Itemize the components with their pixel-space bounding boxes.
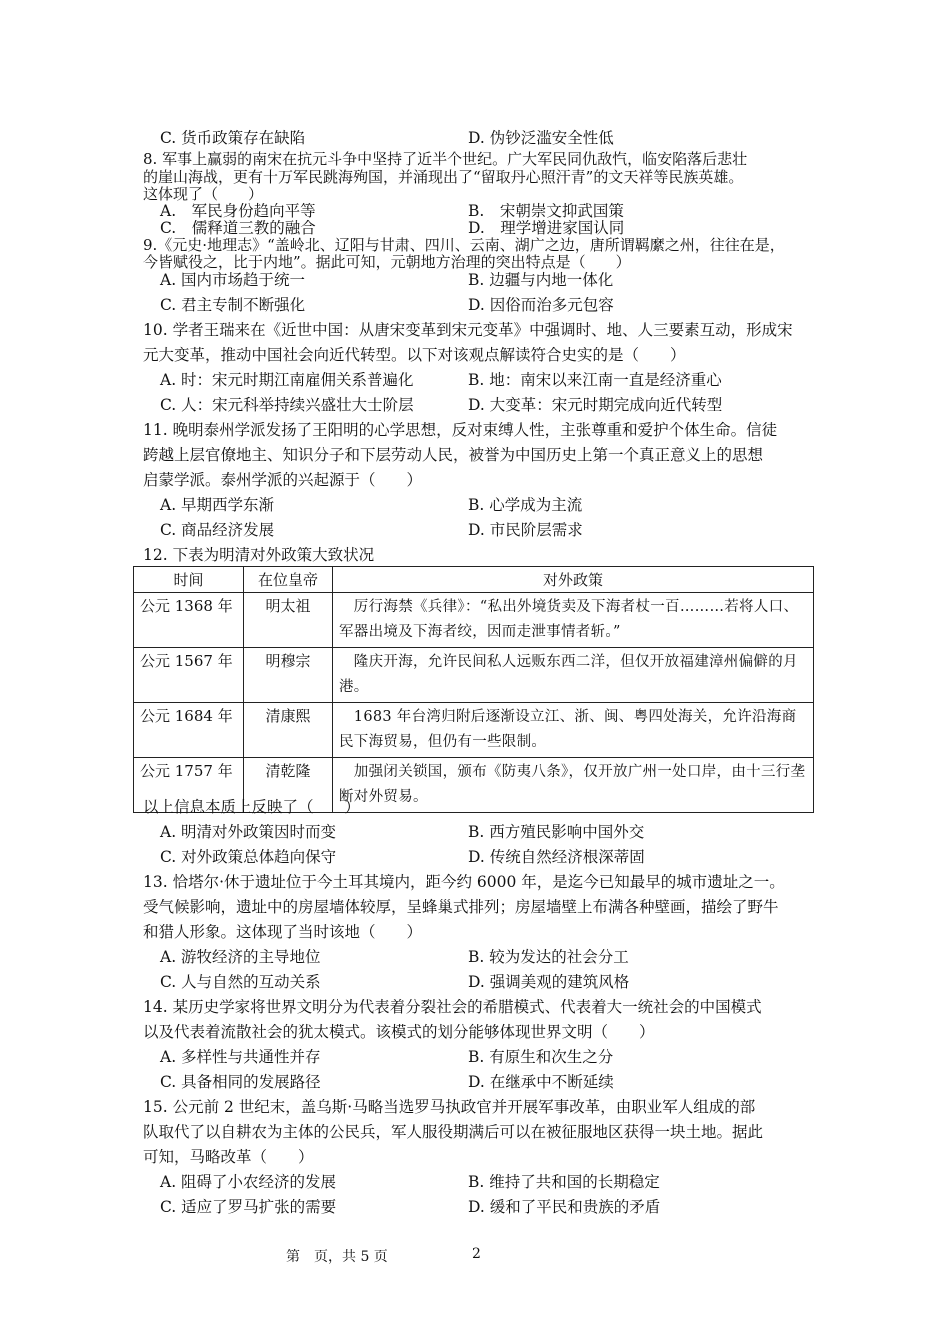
cell-policy: 隆庆开海，允许民间私人远贩东西二洋，但仅开放福建漳州偏僻的月港。 xyxy=(333,648,814,703)
cell-time: 公元 1757 年 xyxy=(134,758,244,813)
q13-stem-line2: 受气候影响，遗址中的房屋墙体较厚，呈蜂巢式排列；房屋墙壁上布满各种壁画，描绘了野牛 xyxy=(143,898,779,916)
q12-intro: 12. 下表为明清对外政策大致状况 xyxy=(143,546,375,564)
q11-stem-line1: 11. 晚明泰州学派发扬了王阳明的心学思想，反对束缚人性，主张尊重和爱护个体生命。信徒 xyxy=(143,421,778,439)
q10-stem-line2: 元大变革，推动中国社会向近代转型。以下对该观点解读符合史实的是（ ） xyxy=(143,346,686,364)
cell-time: 公元 1684 年 xyxy=(134,703,244,758)
header-emperor: 在位皇帝 xyxy=(244,567,333,593)
q9-option-c: C. 君主专制不断强化 xyxy=(160,296,306,314)
q15-option-a: A. 阻碍了小农经济的发展 xyxy=(160,1173,337,1191)
page-footer-info: 第 页，共 5 页 xyxy=(286,1249,388,1265)
q8-option-c: C. 儒释道三教的融合 xyxy=(160,219,316,237)
q11-option-d: D. 市民阶层需求 xyxy=(468,521,583,539)
q9-option-a: A. 国内市场趋于统一 xyxy=(160,271,306,289)
policy-table xyxy=(133,566,814,813)
cell-emperor: 明穆宗 xyxy=(244,648,333,703)
q15-option-c: C. 适应了罗马扩张的需要 xyxy=(160,1198,337,1216)
cell-policy: 加强闭关锁国，颁布《防夷八条》，仅开放广州一处口岸，由十三行垄断对外贸易。 xyxy=(333,758,814,813)
header-policy: 对外政策 xyxy=(333,567,814,593)
q8-stem-line2: 的崖山海战，更有十万军民跳海殉国，并涌现出了“留取丹心照汗青”的文天祥等民族英雄。 xyxy=(143,168,744,186)
q12-option-a: A. 明清对外政策因时而变 xyxy=(160,823,337,841)
q14-option-c: C. 具备相同的发展路径 xyxy=(160,1073,321,1091)
header-time: 时间 xyxy=(134,567,244,593)
q12-question: 以上信息本质上反映了（ ） xyxy=(143,798,361,816)
cell-emperor: 清乾隆 xyxy=(244,758,333,813)
q9-stem-line1: 9.《元史·地理志》“盖岭北、辽阳与甘肃、四川、云南、湖广之边，唐所谓羁縻之州，往往在是， xyxy=(143,236,785,254)
q12-option-b: B. 西方殖民影响中国外交 xyxy=(468,823,645,841)
q7-option-d: D. 伪钞泛滥安全性低 xyxy=(468,129,614,147)
table-row xyxy=(134,648,814,703)
q13-option-d: D. 强调美观的建筑风格 xyxy=(468,973,630,991)
q13-stem-line1: 13. 恰塔尔·休于遗址位于今土耳其境内，距今约 6000 年，是迄今已知最早的城市遗址之一。 xyxy=(143,873,785,891)
cell-time: 公元 1567 年 xyxy=(134,648,244,703)
q13-option-b: B. 较为发达的社会分工 xyxy=(468,948,629,966)
q15-option-b: B. 维持了共和国的长期稳定 xyxy=(468,1173,660,1191)
q15-stem-line2: 队取代了以自耕农为主体的公民兵，军人服役期满后可以在被征服地区获得一块土地。据此 xyxy=(143,1123,764,1141)
q13-stem-line3: 和猎人形象。这体现了当时该地（ ） xyxy=(143,923,423,941)
q9-stem-line2: 今皆赋役之，比于内地”。据此可知，元朝地方治理的突出特点是（ ） xyxy=(143,253,631,271)
q14-stem-line1: 14. 某历史学家将世界文明分为代表着分裂社会的希腊模式、代表着大一统社会的中国模式 xyxy=(143,998,762,1016)
q15-stem-line1: 15. 公元前 2 世纪末，盖乌斯·马略当选罗马执政官并开展军事改革，由职业军人组成的部 xyxy=(143,1098,756,1116)
q8-option-d: D. 理学增进家国认同 xyxy=(468,219,625,237)
q9-option-d: D. 因俗而治多元包容 xyxy=(468,296,614,314)
q7-option-c: C. 货币政策存在缺陷 xyxy=(160,129,306,147)
q15-stem-line3: 可知，马略改革（ ） xyxy=(143,1148,314,1166)
q8-stem-line3: 这体现了（ ） xyxy=(143,185,264,203)
q11-option-b: B. 心学成为主流 xyxy=(468,496,583,514)
page-number: 2 xyxy=(472,1246,481,1262)
q8-option-a: A. 军民身份趋向平等 xyxy=(160,202,316,220)
q14-option-d: D. 在继承中不断延续 xyxy=(468,1073,614,1091)
q12-option-c: C. 对外政策总体趋向保守 xyxy=(160,848,337,866)
table-row xyxy=(134,703,814,758)
cell-emperor: 清康熙 xyxy=(244,703,333,758)
q11-option-c: C. 商品经济发展 xyxy=(160,521,275,539)
q10-stem-line1: 10. 学者王瑞来在《近世中国：从唐宋变革到宋元变革》中强调时、地、人三要素互动，形成宋 xyxy=(143,321,793,339)
table-row xyxy=(134,593,814,648)
q8-stem-line1: 8. 军事上赢弱的南宋在抗元斗争中坚持了近半个世纪。广大军民同仇敌忾，临安陷落后悲壮 xyxy=(143,150,748,168)
q12-option-d: D. 传统自然经济根深蒂固 xyxy=(468,848,645,866)
q10-option-a: A. 时：宋元时期江南雇佣关系普遍化 xyxy=(160,371,414,389)
q10-option-b: B. 地：南宋以来江南一直是经济重心 xyxy=(468,371,722,389)
cell-policy: 1683 年台湾归附后逐渐设立江、浙、闽、粤四处海关，允许沿海商民下海贸易，但仍有一些限制。 xyxy=(333,703,814,758)
q11-stem-line3: 启蒙学派。泰州学派的兴起源于（ ） xyxy=(143,471,423,489)
table-header-row xyxy=(134,567,814,593)
q8-option-b: B. 宋朝崇文抑武国策 xyxy=(468,202,624,220)
cell-emperor: 明太祖 xyxy=(244,593,333,648)
cell-policy: 厉行海禁《兵律》：“私出外境货卖及下海者杖一百………若将人口、军器出境及下海者绞，因而走泄事情者斩。” xyxy=(333,593,814,648)
q9-option-b: B. 边疆与内地一体化 xyxy=(468,271,614,289)
q14-option-a: A. 多样性与共通性并存 xyxy=(160,1048,321,1066)
q10-option-c: C. 人：宋元科举持续兴盛壮大士阶层 xyxy=(160,396,414,414)
q11-stem-line2: 跨越上层官僚地主、知识分子和下层劳动人民，被誉为中国历史上第一个真正意义上的思想 xyxy=(143,446,764,464)
q10-option-d: D. 大变革：宋元时期完成向近代转型 xyxy=(468,396,723,414)
q11-option-a: A. 早期西学东渐 xyxy=(160,496,275,514)
q14-option-b: B. 有原生和次生之分 xyxy=(468,1048,614,1066)
q13-option-a: A. 游牧经济的主导地位 xyxy=(160,948,321,966)
q15-option-d: D. 缓和了平民和贵族的矛盾 xyxy=(468,1198,661,1216)
q14-stem-line2: 以及代表着流散社会的犹太模式。该模式的划分能够体现世界文明（ ） xyxy=(143,1023,655,1041)
q13-option-c: C. 人与自然的互动关系 xyxy=(160,973,321,991)
cell-time: 公元 1368 年 xyxy=(134,593,244,648)
